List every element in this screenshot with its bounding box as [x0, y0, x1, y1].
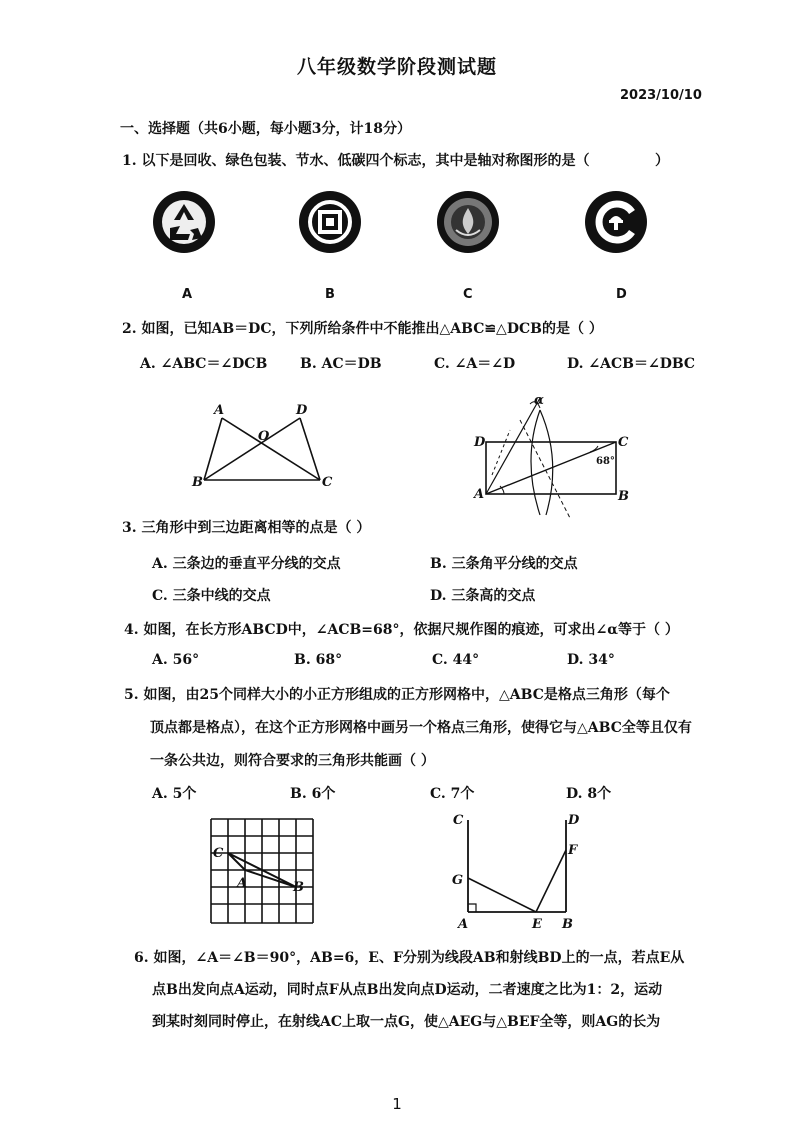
q2-option-b: B. AC＝DB [300, 356, 382, 372]
q6-point-d: D [568, 813, 580, 828]
q6-point-e: E [532, 917, 542, 932]
q5-option-b: B. 6个 [290, 786, 336, 802]
q4-point-a: A [474, 487, 485, 502]
q4-option-c: C. 44° [432, 652, 480, 668]
q5-grid-point-b: B [293, 880, 304, 895]
q5-grid-point-c: C [213, 846, 224, 861]
q6-point-a: A [458, 917, 469, 932]
q5-line-2: 顶点都是格点），在这个正方形网格中画另一个格点三角形，使得它与△ABC全等且仅有 [150, 720, 692, 736]
green-package-logo-icon [298, 190, 362, 254]
q4-point-c: C [618, 435, 629, 450]
q5-option-d: D. 8个 [566, 786, 612, 802]
q4-point-b: B [618, 489, 629, 504]
q2-option-d: D. ∠ACB＝∠DBC [567, 356, 696, 372]
q5-grid-figure [205, 815, 317, 927]
q4-option-b: B. 68° [294, 652, 343, 668]
section-heading: 一、选择题（共6小题，每小题3分，计18分） [120, 121, 411, 137]
q5-grid-point-a: A [237, 876, 248, 891]
q1-label-b: B [325, 287, 335, 302]
q5-line-1: 5. 如图，由25个同样大小的小正方形组成的正方形网格中，△ABC是格点三角形（每个 [124, 687, 670, 703]
q2-option-c: C. ∠A＝∠D [434, 356, 516, 372]
q1-close: ） [655, 153, 669, 169]
water-saving-logo-icon [436, 190, 500, 254]
q3-option-d: D. 三条高的交点 [430, 588, 536, 604]
q3-stem: 3. 三角形中到三边距离相等的点是（ ） [122, 520, 371, 536]
page-title: 八年级数学阶段测试题 [296, 56, 497, 78]
q6-line-3: 到某时刻同时停止，在射线AC上取一点G，使△AEG与△BEF全等，则AG的长为 [152, 1014, 661, 1030]
q6-figure [448, 808, 588, 933]
q1-label-a: A [182, 287, 193, 302]
q4-option-a: A. 56° [152, 652, 200, 668]
q1-label-c: C [463, 287, 473, 302]
q3-option-a: A. 三条边的垂直平分线的交点 [152, 556, 341, 572]
q4-point-d: D [474, 435, 486, 450]
recycle-logo-icon [152, 190, 216, 254]
q1-label-d: D [616, 287, 627, 302]
q6-point-c: C [453, 813, 464, 828]
q6-point-f: F [568, 843, 578, 858]
q6-line-1: 6. 如图，∠A＝∠B＝90°，AB=6，E、F分别为线段AB和射线BD上的一点，若点E从 [134, 950, 685, 966]
q2-point-d: D [296, 403, 308, 418]
q5-option-c: C. 7个 [430, 786, 475, 802]
q2-point-b: B [192, 475, 203, 490]
q4-rectangle-figure [470, 390, 640, 525]
q5-option-a: A. 5个 [152, 786, 197, 802]
q5-line-3: 一条公共边，则符合要求的三角形共能画（ ） [150, 753, 435, 769]
q4-angle-68: 68° [596, 456, 615, 467]
page-number: 1 [392, 1095, 402, 1113]
q6-line-2: 点B出发向点A运动，同时点F从点B出发向点D运动，二者速度之比为1：2，运动 [152, 982, 663, 998]
low-carbon-logo-icon [584, 190, 648, 254]
q2-stem: 2. 如图，已知AB＝DC，下列所给条件中不能推出△ABC≌△DCB的是（ ） [122, 321, 603, 337]
q4-angle-alpha: α [534, 393, 545, 408]
q3-option-b: B. 三条角平分线的交点 [430, 556, 578, 572]
q6-point-g: G [452, 873, 464, 888]
q6-point-b: B [562, 917, 573, 932]
q3-option-c: C. 三条中线的交点 [152, 588, 271, 604]
q4-stem: 4. 如图，在长方形ABCD中，∠ACB=68°，依据尺规作图的痕迹，可求出∠α等于（ ） [124, 622, 679, 638]
q2-triangle-figure [190, 400, 340, 495]
q1-stem: 1. 以下是回收、绿色包装、节水、低碳四个标志，其中是轴对称图形的是（ [122, 153, 590, 169]
q2-point-o: O [258, 429, 270, 444]
exam-date: 2023/10/10 [620, 88, 702, 103]
q2-point-c: C [322, 475, 333, 490]
q4-option-d: D. 34° [567, 652, 615, 668]
q2-point-a: A [214, 403, 225, 418]
q2-option-a: A. ∠ABC＝∠DCB [140, 356, 268, 372]
